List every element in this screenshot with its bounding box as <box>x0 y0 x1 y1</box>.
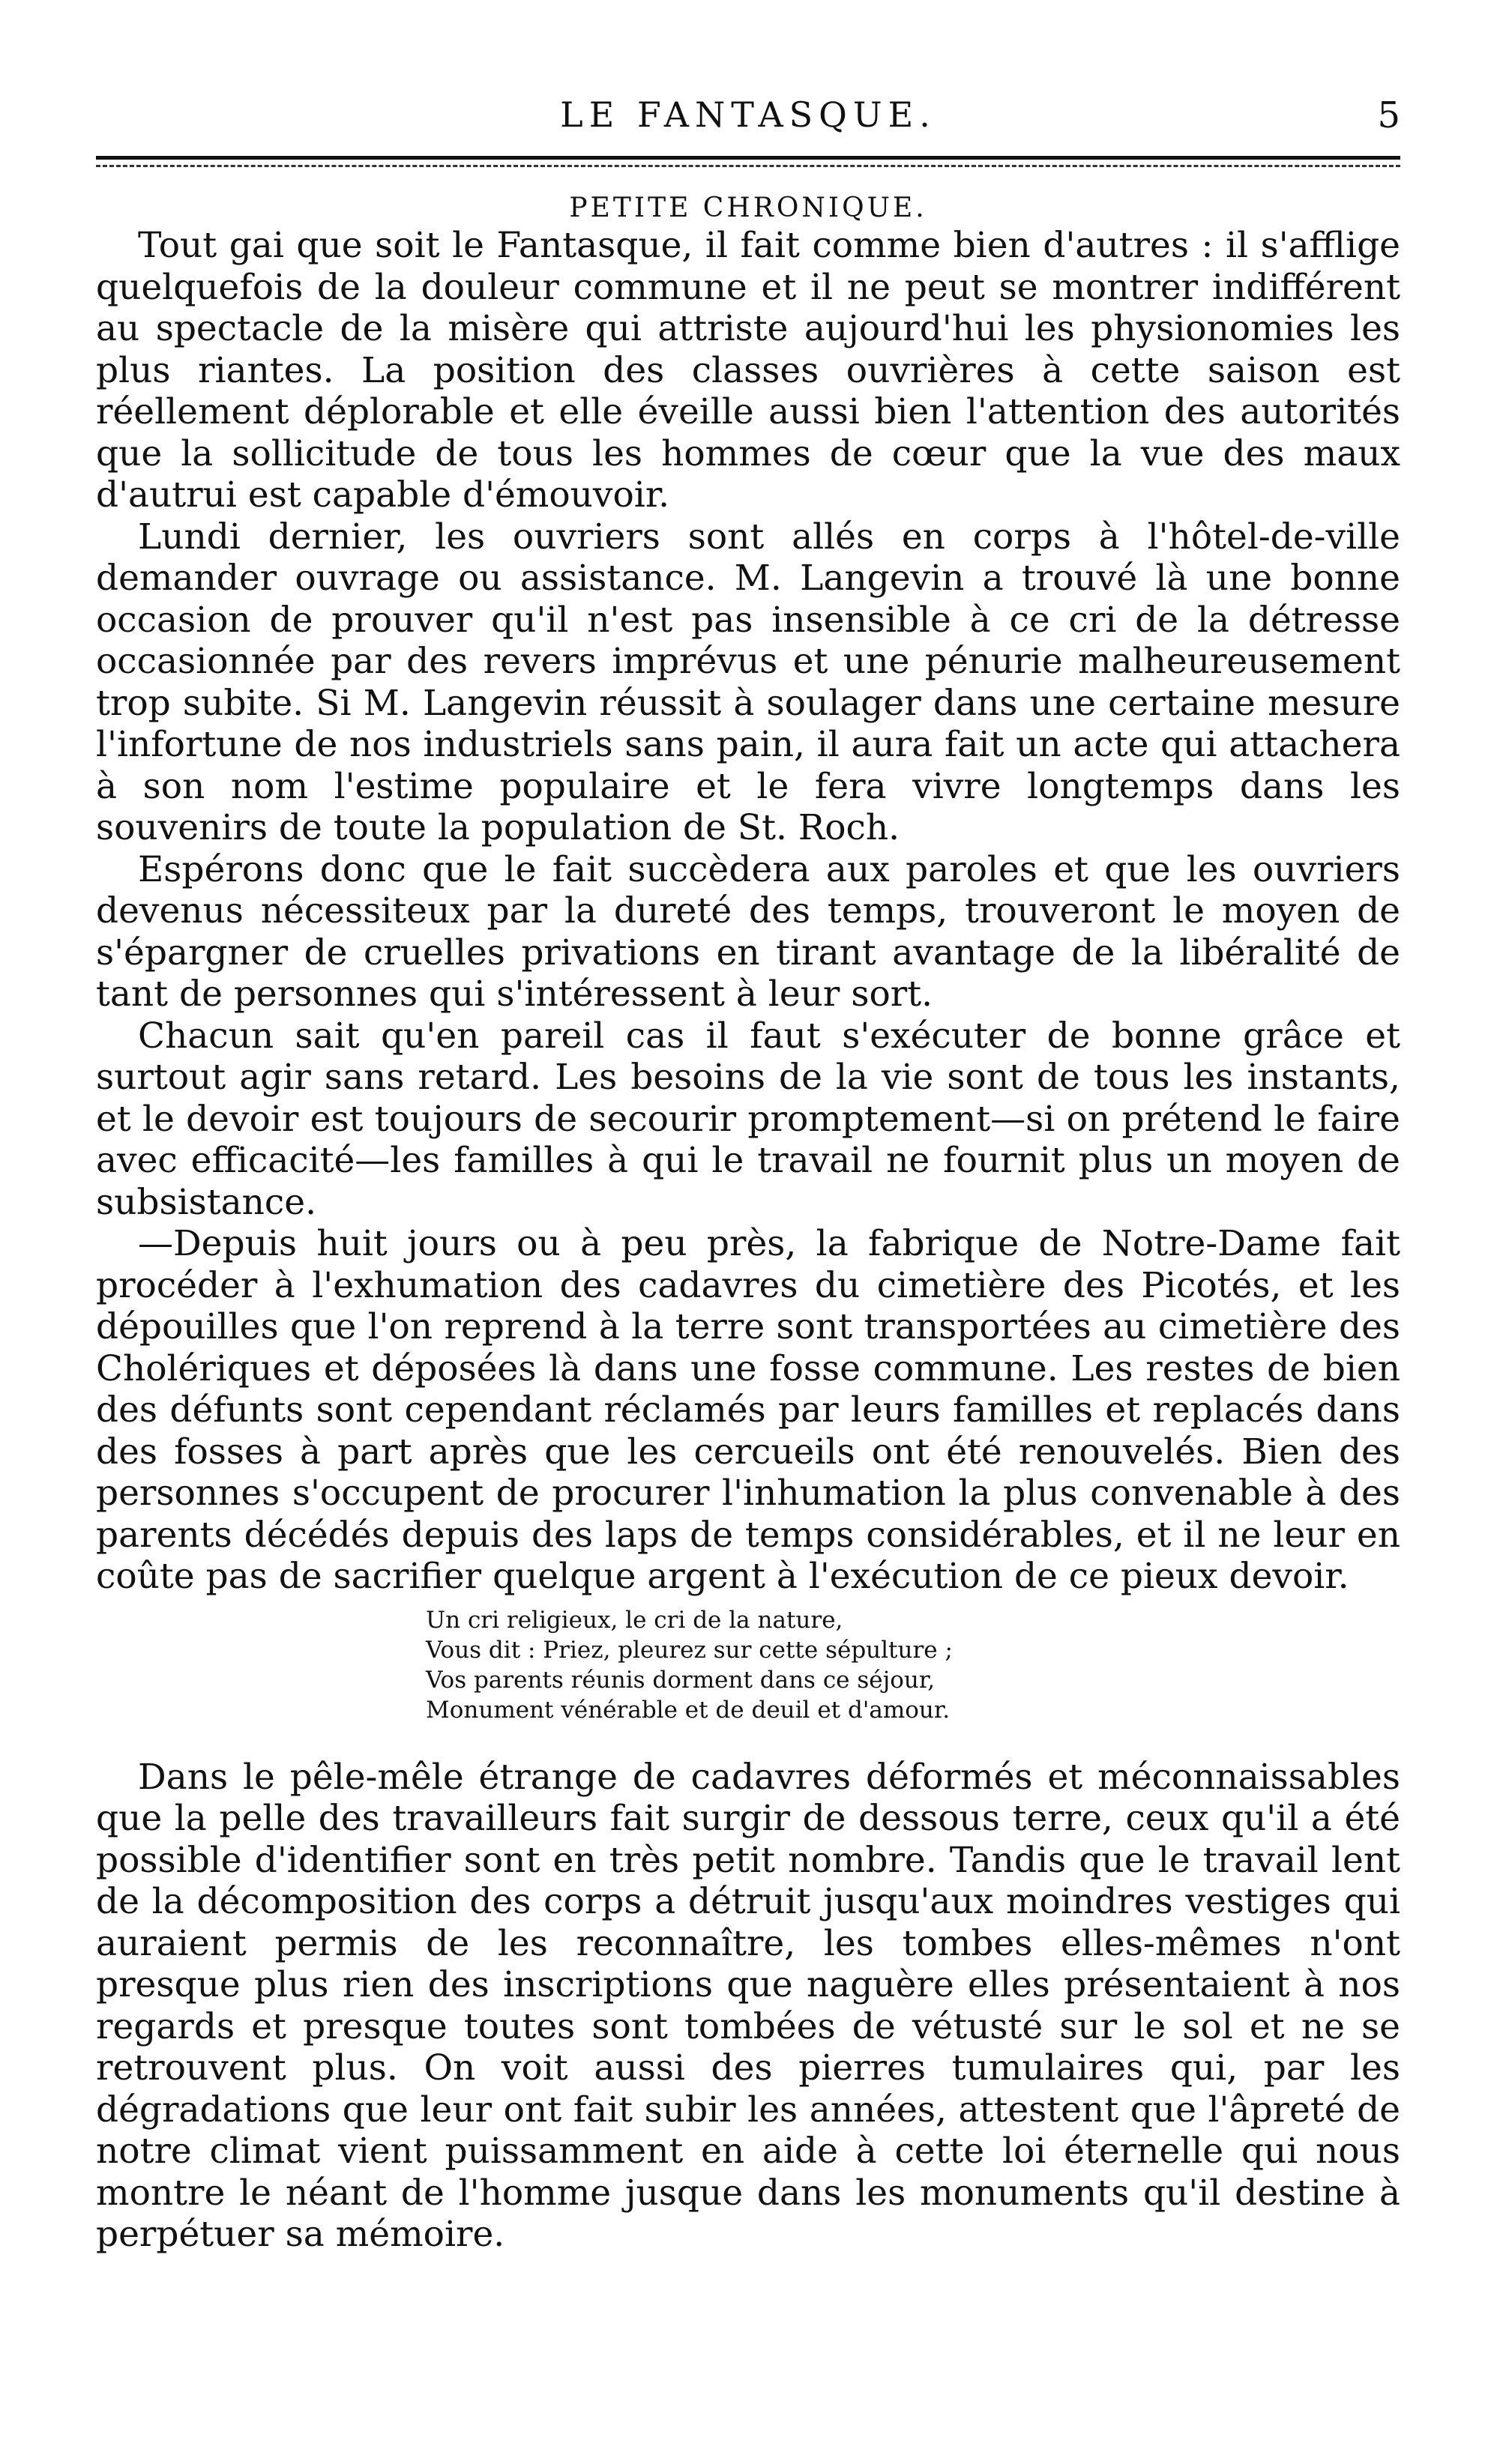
page-number: 5 <box>1377 94 1400 136</box>
page-header <box>96 88 1400 156</box>
paragraph-hope: Espérons donc que le fait succèdera aux paroles et que les ouvriers devenus nécessiteux par la dureté des temps, trouveront le moyen de s'épargner de cruelles privations en tirant avantage de la libéralité de tant de personnes qui s'intéressent à leur sort. <box>96 848 1400 1015</box>
verse-line: Vous dit : Priez, pleurez sur cette sépulture ; <box>426 1636 953 1664</box>
paragraph-tombs: Dans le pêle-mêle étrange de cadavres déformés et méconnaissables que la pelle des travailleurs fait surgir de dessous terre, ceux qu'il a été possible d'identifier sont en très petit nombre. Tandis que le travail lent de la décomposition des corps a détruit jusqu'aux moindres vestiges qui auraient permis de les reconnaître, les tombes elles-mêmes n'ont presque plus rien des inscriptions que naguère elles présentaient à nos regards et presque toutes sont tombées de vétusté sur le sol et ne se retrouvent plus. On voit aussi des pierres tumulaires qui, par les dégradations que leur ont fait subir les années, attestent que l'âpreté de notre climat vient puissamment en aide à cette loi éternelle qui nous montre le néant de l'homme jusque dans les monuments qu'il destine à perpétuer sa mémoire. <box>96 1756 1400 2255</box>
verse-line: Vos parents réunis dorment dans ce séjour, <box>426 1666 936 1694</box>
verse-line: Un cri religieux, le cri de la nature, <box>426 1606 843 1634</box>
newspaper-page <box>96 88 1400 2427</box>
verse-line: Monument vénérable et de deuil et d'amour. <box>426 1696 951 1724</box>
paragraph-duty: Chacun sait qu'en pareil cas il faut s'exécuter de bonne grâce et surtout agir sans retard. Les besoins de la vie sont de tous les instants, et le devoir est toujours de secourir promptement—si on prétend le faire avec efficacité—les familles à qui le travail ne fournit plus un moyen de subsistance. <box>96 1015 1400 1223</box>
header-rule-dashed <box>96 165 1400 167</box>
paragraph-exhumation: —Depuis huit jours ou à peu près, la fabrique de Notre-Dame fait procéder à l'exhumation des cadavres du cimetière des Picotés, et les dépouilles que l'on reprend à la terre sont transportées au cimetière des Cholériques et déposées là dans une fosse commune. Les restes de bien des défunts sont cependant réclamés par leurs familles et replacés dans des fosses à part après que les cercueils ont été renouvelés. Bien des personnes s'occupent de procurer l'inhumation la plus convenable à des parents décédés depuis des laps de temps considérables, et il ne leur en coûte pas de sacrifier quelque argent à l'exécution de ce pieux devoir. <box>96 1223 1400 1597</box>
section-title: PETITE CHRONIQUE. <box>569 193 927 223</box>
paragraph-intro: Tout gai que soit le Fantasque, il fait comme bien d'autres : il s'afflige quelquefois de la douleur commune et il ne peut se montrer indifférent au spectacle de la misère qui attriste aujourd'hui les physionomies les plus riantes. La position des classes ouvrières à cette saison est réellement déplorable et elle éveille aussi bien l'attention des autorités que la sollicitude de tous les hommes de cœur que la vue des maux d'autrui est capable d'émouvoir. <box>96 225 1400 516</box>
verse-quote <box>426 1605 1400 1725</box>
running-title: LE FANTASQUE. <box>560 94 936 135</box>
paragraph-monday-workers: Lundi dernier, les ouvriers sont allés en corps à l'hôtel-de-ville demander ouvrage ou assistance. M. Langevin a trouvé là une bonne occasion de prouver qu'il n'est pas insensible à ce cri de la détresse occasionnée par des revers imprévus et une pénurie malheureusement trop subite. Si M. Langevin réussit à soulager dans une certaine mesure l'infortune de nos industriels sans pain, il aura fait un acte qui attachera à son nom l'estime populaire et le fera vivre longtemps dans les souvenirs de toute la population de St. Roch. <box>96 516 1400 848</box>
header-rule <box>96 156 1400 160</box>
